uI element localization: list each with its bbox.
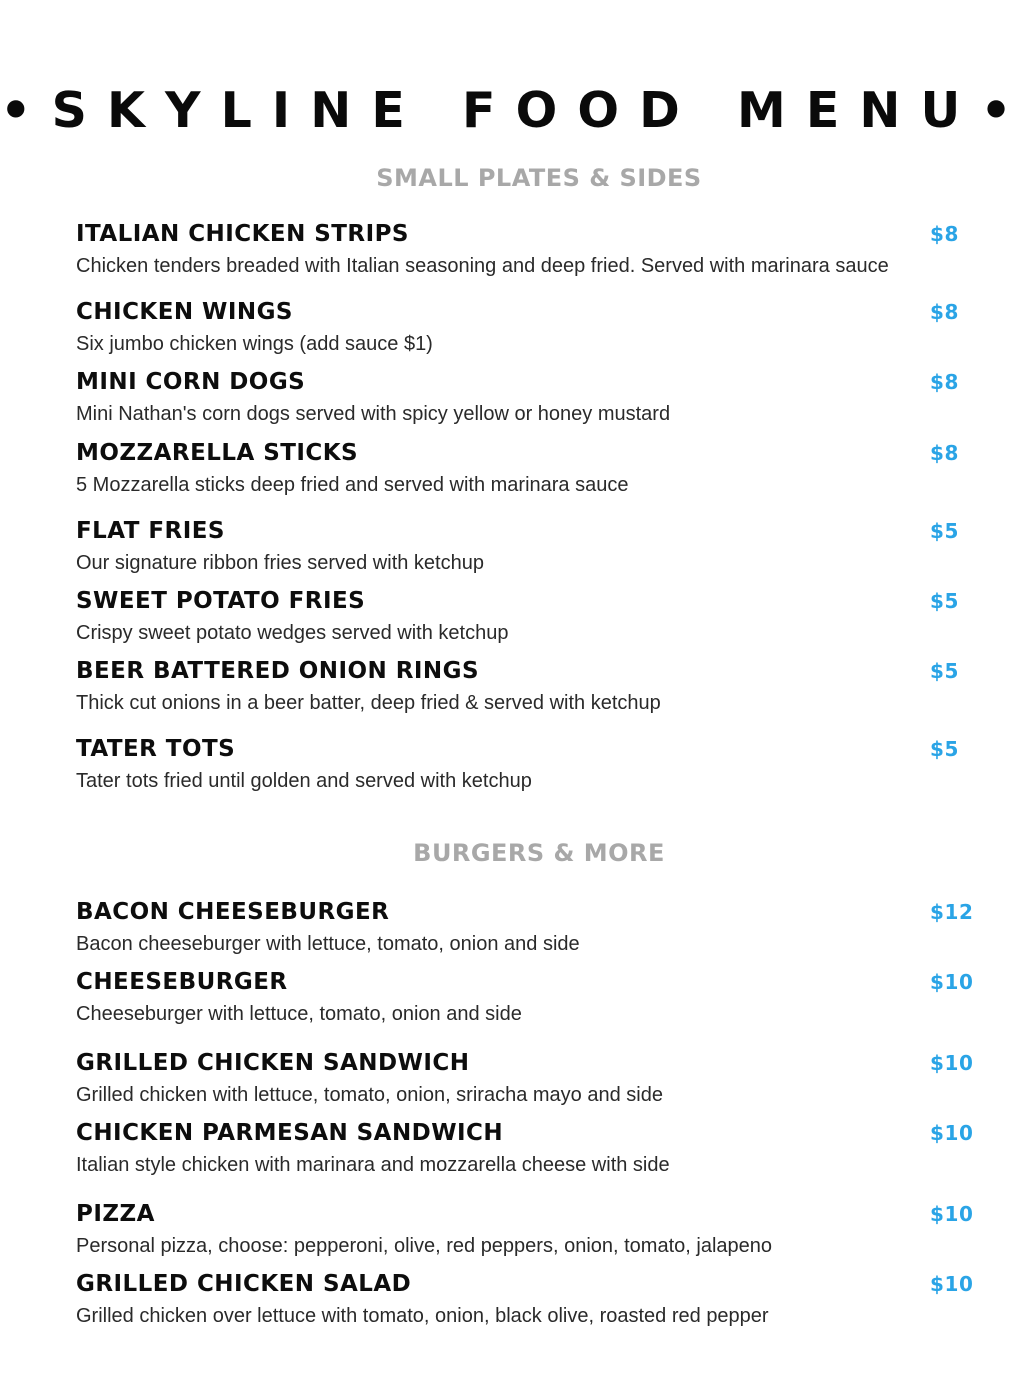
menu-title: •SKYLINE FOOD MENU• — [0, 82, 1032, 139]
menu-item — [76, 1269, 996, 1335]
menu-item — [76, 297, 996, 363]
section-heading-burgers: BURGERS & MORE — [413, 839, 665, 867]
menu-item — [76, 967, 996, 1033]
menu-item — [76, 734, 996, 800]
item-description: 5 Mozzarella sticks deep fried and served with marinara sauce — [76, 474, 629, 496]
item-description: Mini Nathan's corn dogs served with spicy yellow or honey mustard — [76, 403, 671, 425]
item-price: $5 — [930, 589, 960, 613]
item-price: $8 — [930, 300, 960, 324]
menu-item — [76, 656, 996, 722]
item-description: Grilled chicken over lettuce with tomato, onion, black olive, roasted red pepper — [76, 1305, 769, 1327]
item-description: Tater tots fried until golden and served with ketchup — [76, 770, 532, 792]
item-price: $10 — [930, 970, 974, 994]
item-price: $10 — [930, 1272, 974, 1296]
item-name: SWEET POTATO FRIES — [76, 588, 366, 614]
item-price: $10 — [930, 1202, 974, 1226]
item-name: BEER BATTERED ONION RINGS — [76, 658, 479, 684]
menu-item — [76, 367, 996, 433]
item-name: CHEESEBURGER — [76, 969, 288, 995]
item-description: Crispy sweet potato wedges served with ketchup — [76, 622, 509, 644]
item-price: $8 — [930, 370, 960, 394]
item-description: Cheeseburger with lettuce, tomato, onion and side — [76, 1003, 522, 1025]
item-price: $5 — [930, 737, 960, 761]
item-name: GRILLED CHICKEN SANDWICH — [76, 1050, 470, 1076]
item-name: BACON CHEESEBURGER — [76, 899, 390, 925]
menu-item — [76, 897, 996, 963]
item-name: CHICKEN WINGS — [76, 299, 293, 325]
section-heading-small-plates: SMALL PLATES & SIDES — [376, 164, 702, 192]
item-price: $5 — [930, 659, 960, 683]
item-price: $10 — [930, 1121, 974, 1145]
item-description: Bacon cheeseburger with lettuce, tomato, onion and side — [76, 933, 580, 955]
item-name: GRILLED CHICKEN SALAD — [76, 1271, 412, 1297]
item-description: Chicken tenders breaded with Italian seasoning and deep fried. Served with marinara sauce — [76, 255, 889, 277]
menu-item — [76, 516, 996, 582]
item-description: Italian style chicken with marinara and mozzarella cheese with side — [76, 1154, 670, 1176]
item-name: MINI CORN DOGS — [76, 369, 306, 395]
item-price: $8 — [930, 222, 960, 246]
menu-item — [76, 1118, 996, 1184]
menu-item — [76, 1048, 996, 1114]
menu-item — [76, 219, 996, 285]
item-name: CHICKEN PARMESAN SANDWICH — [76, 1120, 504, 1146]
item-price: $5 — [930, 519, 960, 543]
item-name: PIZZA — [76, 1201, 155, 1227]
item-price: $10 — [930, 1051, 974, 1075]
item-price: $8 — [930, 441, 960, 465]
item-name: MOZZARELLA STICKS — [76, 440, 359, 466]
menu-item — [76, 1199, 996, 1265]
item-description: Thick cut onions in a beer batter, deep fried & served with ketchup — [76, 692, 661, 714]
item-name: FLAT FRIES — [76, 518, 225, 544]
item-description: Grilled chicken with lettuce, tomato, onion, sriracha mayo and side — [76, 1084, 663, 1106]
item-name: TATER TOTS — [76, 736, 236, 762]
item-description: Six jumbo chicken wings (add sauce $1) — [76, 333, 433, 355]
item-description: Personal pizza, choose: pepperoni, olive, red peppers, onion, tomato, jalapeno — [76, 1235, 773, 1257]
menu-item — [76, 438, 996, 504]
item-name: ITALIAN CHICKEN STRIPS — [76, 221, 409, 247]
item-description: Our signature ribbon fries served with ketchup — [76, 552, 484, 574]
item-price: $12 — [930, 900, 974, 924]
menu-item — [76, 586, 996, 652]
